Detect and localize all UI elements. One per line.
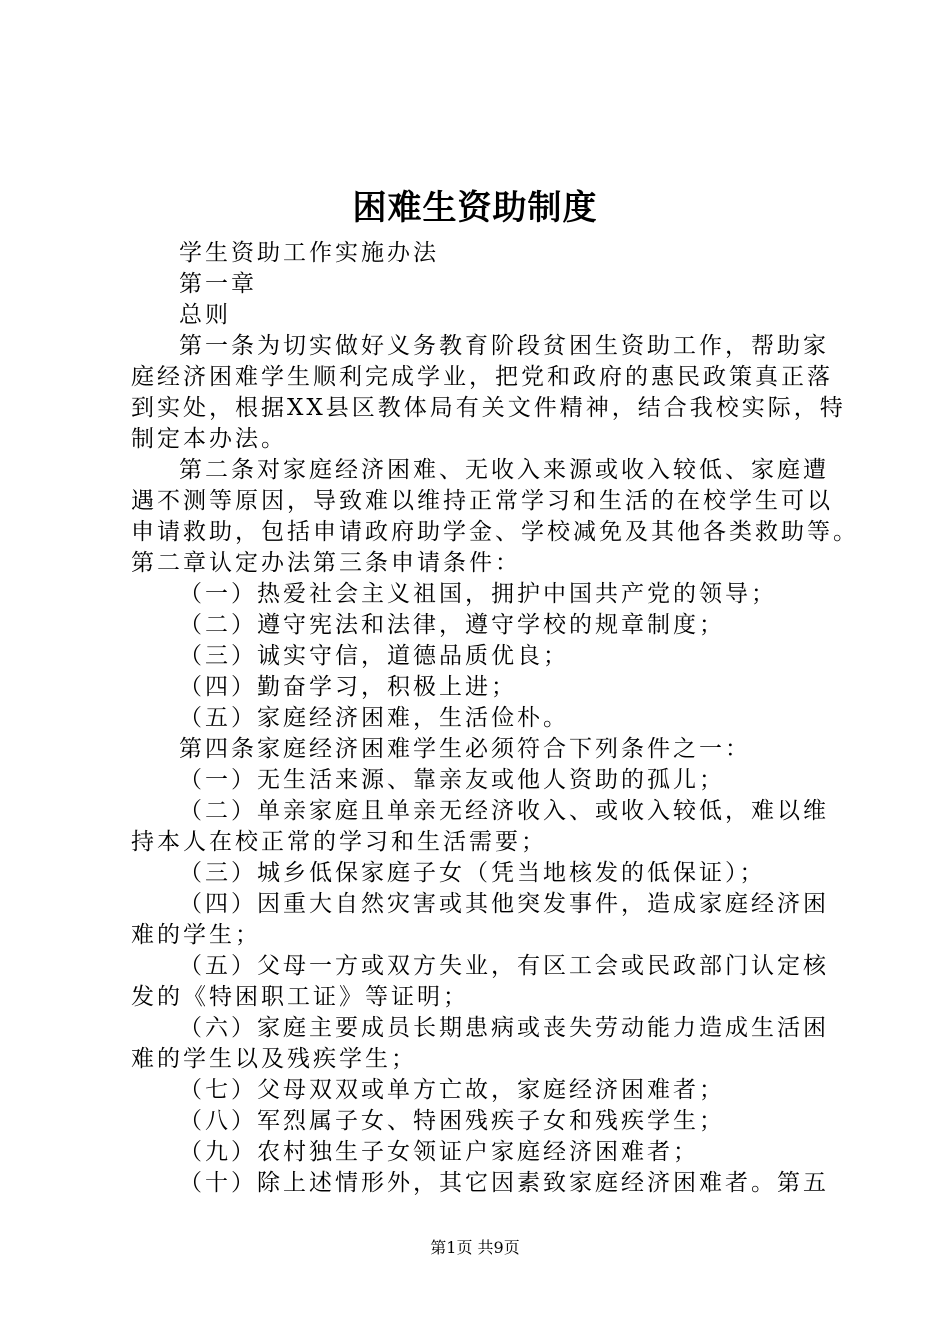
text-line: 制定本办法。 bbox=[131, 426, 287, 452]
text-line: 庭经济困难学生顺利完成学业，把党和政府的惠民政策真正落 bbox=[131, 364, 833, 390]
text-line: 第二条对家庭经济困难、无收入来源或收入较低、家庭遭 bbox=[179, 457, 829, 483]
text-line: （八）军烈属子女、特困残疾子女和残疾学生； bbox=[179, 1108, 725, 1134]
text-line: （五）父母一方或双方失业，有区工会或民政部门认定核 bbox=[179, 953, 829, 979]
text-line: （一）热爱社会主义祖国，拥护中国共产党的领导； bbox=[179, 581, 777, 607]
text-line: （十）除上述情形外，其它因素致家庭经济困难者。第五 bbox=[179, 1170, 829, 1196]
text-line: 难的学生； bbox=[131, 922, 261, 948]
text-line: （九）农村独生子女领证户家庭经济困难者； bbox=[179, 1139, 699, 1165]
page-footer: 第1页 共9页 bbox=[430, 1238, 520, 1257]
text-line: 第一章 bbox=[179, 271, 257, 297]
text-line: （三）诚实守信，道德品质优良； bbox=[179, 643, 569, 669]
text-line: 到实处，根据XX县区教体局有关文件精神，结合我校实际，特 bbox=[131, 395, 846, 421]
text-line: 难的学生以及残疾学生； bbox=[131, 1046, 417, 1072]
document-title: 困难生资助制度 bbox=[352, 188, 598, 228]
text-line: 总则 bbox=[179, 302, 231, 328]
document-body bbox=[131, 238, 859, 1199]
text-line: 发的《特困职工证》等证明； bbox=[131, 984, 469, 1010]
text-line: （二）遵守宪法和法律，遵守学校的规章制度； bbox=[179, 612, 725, 638]
text-line: 遇不测等原因，导致难以维持正常学习和生活的在校学生可以 bbox=[131, 488, 833, 514]
text-line: 第四条家庭经济困难学生必须符合下列条件之一： bbox=[179, 736, 751, 762]
text-line: （六）家庭主要成员长期患病或丧失劳动能力造成生活困 bbox=[179, 1015, 829, 1041]
text-line: 第二章认定办法第三条申请条件： bbox=[131, 550, 521, 576]
text-line: （二）单亲家庭且单亲无经济收入、或收入较低，难以维 bbox=[179, 798, 829, 824]
text-line: 第一条为切实做好义务教育阶段贫困生资助工作，帮助家 bbox=[179, 333, 829, 359]
text-line: 学生资助工作实施办法 bbox=[179, 240, 439, 266]
text-line: （四）勤奋学习，积极上进； bbox=[179, 674, 517, 700]
text-line: （一）无生活来源、靠亲友或他人资助的孤儿； bbox=[179, 767, 725, 793]
text-line: （七）父母双双或单方亡故，家庭经济困难者； bbox=[179, 1077, 725, 1103]
text-line: （五）家庭经济困难，生活俭朴。 bbox=[179, 705, 569, 731]
text-line: （四）因重大自然灾害或其他突发事件，造成家庭经济困 bbox=[179, 891, 829, 917]
text-line: 持本人在校正常的学习和生活需要； bbox=[131, 829, 547, 855]
text-line: （三）城乡低保家庭子女（凭当地核发的低保证）； bbox=[179, 860, 766, 886]
text-line: 申请救助，包括申请政府助学金、学校减免及其他各类救助等。 bbox=[131, 519, 859, 545]
